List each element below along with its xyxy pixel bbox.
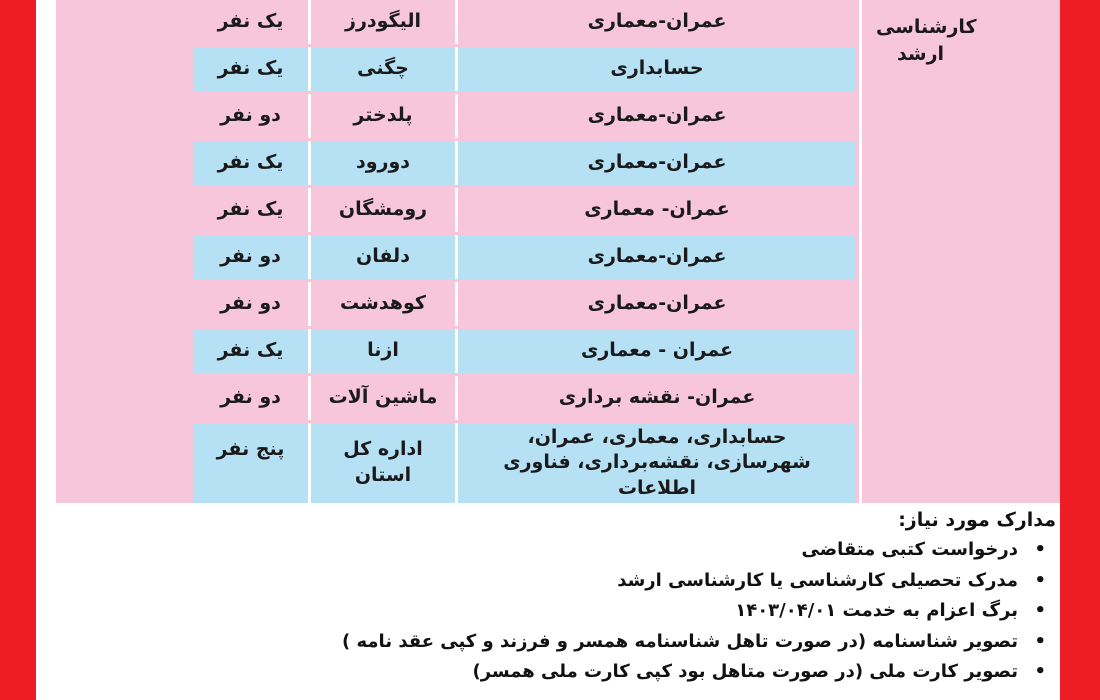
count-cell: دو نفر [193,376,311,420]
table-row [193,188,856,232]
city-cell: اداره کل استان [311,423,458,503]
positions-table [56,0,1060,503]
list-item: • درخواست کتبی متقاضی [156,535,1056,566]
city-cell: ماشین آلات [311,376,458,420]
field-cell: حسابداری [458,47,856,91]
count-cell: یک نفر [193,188,311,232]
table-row [193,47,856,91]
table-row [193,141,856,185]
degree-label: کارشناسی ارشد [876,16,977,65]
red-frame-right [1060,0,1100,700]
table-right-margin [979,0,1060,503]
table-row [193,235,856,279]
field-cell: عمران- نقشه برداری [458,376,856,420]
count-cell: یک نفر [193,329,311,373]
list-item: • مدرک تحصیلی کارشناسی یا کارشناسی ارشد [156,566,1056,597]
required-documents-list [156,535,1056,688]
table-row [193,423,856,503]
city-cell: رومشگان [311,188,458,232]
count-cell: یک نفر [193,0,311,44]
field-cell: عمران-معماری [458,282,856,326]
city-cell: الیگودرز [311,0,458,44]
table-row [193,329,856,373]
city-cell: ازنا [311,329,458,373]
required-documents [156,505,1056,688]
field-cell: عمران-معماری [458,94,856,138]
list-item: • تصویر شناسنامه (در صورت تاهل شناسنامه همسر و فرزند و کپی عقد نامه ) [156,627,1056,658]
table-left-margin [56,0,188,503]
table-row [193,0,856,44]
city-cell: دلفان [311,235,458,279]
table-row [193,282,856,326]
field-cell: عمران-معماری [458,141,856,185]
table-row [193,376,856,420]
count-cell: دو نفر [193,282,311,326]
count-cell: دو نفر [193,235,311,279]
list-item: • برگ اعزام به خدمت ۱۴۰۳/۰۴/۰۱ [156,596,1056,627]
red-frame-left [0,0,36,700]
table-row [193,94,856,138]
field-cell: عمران - معماری [458,329,856,373]
count-cell: یک نفر [193,47,311,91]
city-cell: پلدختر [311,94,458,138]
field-cell: عمران-معماری [458,0,856,44]
city-cell: چگنی [311,47,458,91]
count-cell: دو نفر [193,94,311,138]
city-cell: کوهدشت [311,282,458,326]
required-documents-title: مدارک مورد نیاز: [898,509,1056,531]
field-cell: حسابداری، معماری، عمران، شهرسازی، نقشه‌برداری، فناوری اطلاعات [458,423,856,503]
list-item: • تصویر کارت ملی (در صورت متاهل بود کپی کارت ملی همسر) [156,657,1056,688]
count-cell: یک نفر [193,141,311,185]
field-cell: عمران-معماری [458,235,856,279]
degree-cell [859,0,982,503]
city-cell: دورود [311,141,458,185]
field-cell: عمران- معماری [458,188,856,232]
count-cell: پنج نفر [193,423,311,503]
